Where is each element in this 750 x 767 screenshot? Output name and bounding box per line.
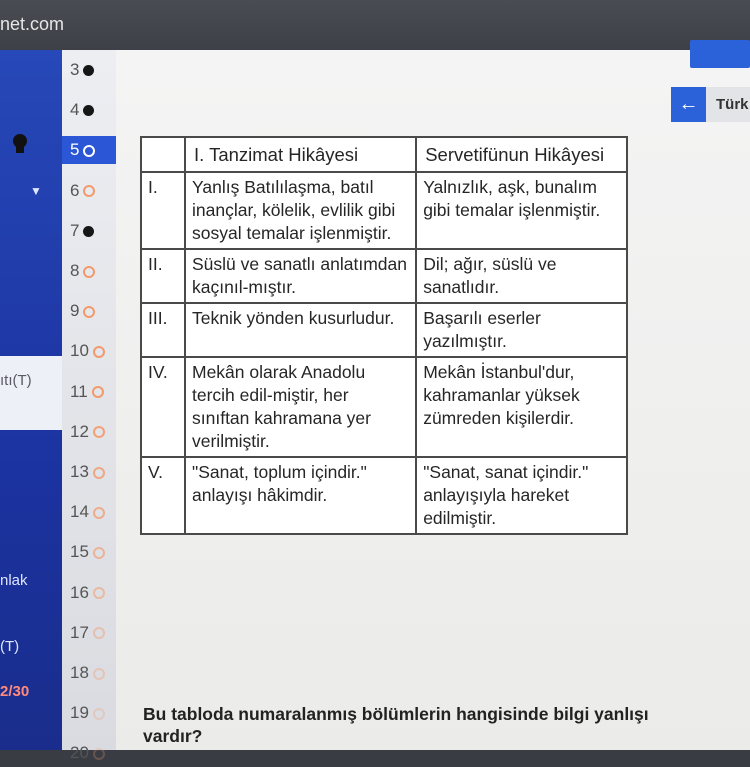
unanswered-circle-icon <box>83 145 95 157</box>
tanzimat-cell: Teknik yönden kusurludur. <box>185 303 416 357</box>
answered-dot-icon <box>83 105 94 116</box>
unanswered-circle-icon <box>93 346 105 358</box>
url-text[interactable]: net.com <box>0 14 65 34</box>
question-number[interactable] <box>62 136 116 164</box>
question-number-label: 11 <box>70 381 88 401</box>
question-number-label: 7 <box>70 220 80 240</box>
unanswered-circle-icon <box>93 627 105 639</box>
table-row <box>141 457 627 534</box>
question-number-label: 6 <box>70 180 80 200</box>
table-row <box>141 249 627 303</box>
question-number-label: 14 <box>70 502 89 522</box>
comparison-table <box>140 136 628 535</box>
question-number-label: 5 <box>70 140 80 160</box>
question-number-label: 10 <box>70 341 89 361</box>
unanswered-circle-icon <box>93 426 105 438</box>
unanswered-circle-icon <box>93 467 105 479</box>
table-row <box>141 303 627 357</box>
question-number-label: 12 <box>70 421 89 441</box>
browser-bar <box>0 0 750 50</box>
question-number[interactable] <box>70 378 104 406</box>
unanswered-circle-icon <box>93 708 105 720</box>
column-header-servetifunun: Servetifünun Hikâyesi <box>416 137 627 172</box>
servetifunun-cell: Yalnızlık, aşk, bunalım gibi temalar işlenmiştir. <box>416 172 627 249</box>
back-button[interactable] <box>671 87 706 122</box>
servetifunun-cell: Dil; ağır, süslü ve sanatlıdır. <box>416 249 627 303</box>
table-corner <box>141 137 185 172</box>
sidebar-label[interactable]: 2/30 <box>0 683 30 700</box>
unanswered-circle-icon <box>83 185 95 197</box>
question-number[interactable] <box>70 619 105 647</box>
unanswered-circle-icon <box>93 668 105 680</box>
tanzimat-cell: Mekân olarak Anadolu tercih edil-miştir, her sınıftan kahramana yer verilmiştir. <box>185 357 416 457</box>
row-number: II. <box>141 249 185 303</box>
lightbulb-icon[interactable] <box>10 132 40 158</box>
question-number-label: 17 <box>70 622 89 642</box>
unanswered-circle-icon <box>93 547 105 559</box>
sidebar-active-label: ıtı(T) <box>0 372 32 389</box>
unanswered-circle-icon <box>92 386 104 398</box>
question-number[interactable] <box>70 739 105 767</box>
servetifunun-cell: Mekân İstanbul'dur, kahramanlar yüksek zümreden kişilerdir. <box>416 357 627 457</box>
question-number[interactable] <box>70 217 94 245</box>
language-tab[interactable]: Türk <box>706 87 750 122</box>
unanswered-circle-icon <box>83 306 95 318</box>
question-number-label: 18 <box>70 663 89 682</box>
unanswered-circle-icon <box>93 507 105 519</box>
column-header-tanzimat: I. Tanzimat Hikâyesi <box>185 137 416 172</box>
question-number-label: 16 <box>70 582 89 602</box>
question-number[interactable] <box>70 418 105 446</box>
question-number[interactable] <box>70 699 105 727</box>
top-action-button[interactable] <box>690 40 750 68</box>
question-number[interactable] <box>70 579 105 607</box>
question-number[interactable] <box>70 257 95 285</box>
question-number-label: 3 <box>70 60 80 79</box>
answered-dot-icon <box>83 226 94 237</box>
servetifunun-cell: "Sanat, sanat içindir." anlayışıyla hareket edilmiştir. <box>416 457 627 534</box>
sidebar-label[interactable]: (T) <box>0 638 20 655</box>
question-number[interactable] <box>70 96 94 124</box>
table-row <box>141 172 627 249</box>
table-row <box>141 357 627 457</box>
sidebar-active-item[interactable] <box>0 356 62 430</box>
tanzimat-cell: Süslü ve sanatlı anlatımdan kaçınıl-mıştır. <box>185 249 416 303</box>
row-number: V. <box>141 457 185 534</box>
question-number-label: 8 <box>70 261 80 280</box>
tanzimat-cell: Yanlış Batılılaşma, batıl inançlar, kölelik, evlilik gibi sosyal temalar işlenmiştir. <box>185 172 416 249</box>
question-number-label: 9 <box>70 301 80 321</box>
question-number-label: 13 <box>70 462 89 481</box>
unanswered-circle-icon <box>93 587 105 599</box>
tanzimat-cell: "Sanat, toplum içindir." anlayışı hâkimdir. <box>185 457 416 534</box>
row-number: III. <box>141 303 185 357</box>
question-number[interactable] <box>70 177 95 205</box>
question-number-label: 4 <box>70 100 80 120</box>
question-number[interactable] <box>70 538 105 566</box>
servetifunun-cell: Başarılı eserler yazılmıştır. <box>416 303 627 357</box>
arrow-left-icon: ← <box>678 93 699 115</box>
question-navigator <box>62 50 116 763</box>
question-number[interactable] <box>70 337 105 365</box>
question-number[interactable] <box>70 56 94 84</box>
sidebar <box>0 50 62 750</box>
answered-dot-icon <box>83 65 94 76</box>
question-number[interactable] <box>70 498 105 526</box>
question-number[interactable] <box>70 458 105 486</box>
question-number-label: 15 <box>70 542 89 562</box>
question-number-label: 19 <box>70 703 89 723</box>
row-number: IV. <box>141 357 185 457</box>
question-number-label: 20 <box>70 743 89 763</box>
chevron-down-icon[interactable]: ▼ <box>30 184 42 198</box>
question-number[interactable] <box>70 297 95 325</box>
question-number[interactable] <box>70 659 105 687</box>
unanswered-circle-icon <box>83 266 95 278</box>
question-text: Bu tabloda numaralanmış bölümlerin hangisinde bilgi yanlışı vardır? <box>143 704 649 746</box>
row-number: I. <box>141 172 185 249</box>
sidebar-label[interactable]: nlak <box>0 572 28 589</box>
